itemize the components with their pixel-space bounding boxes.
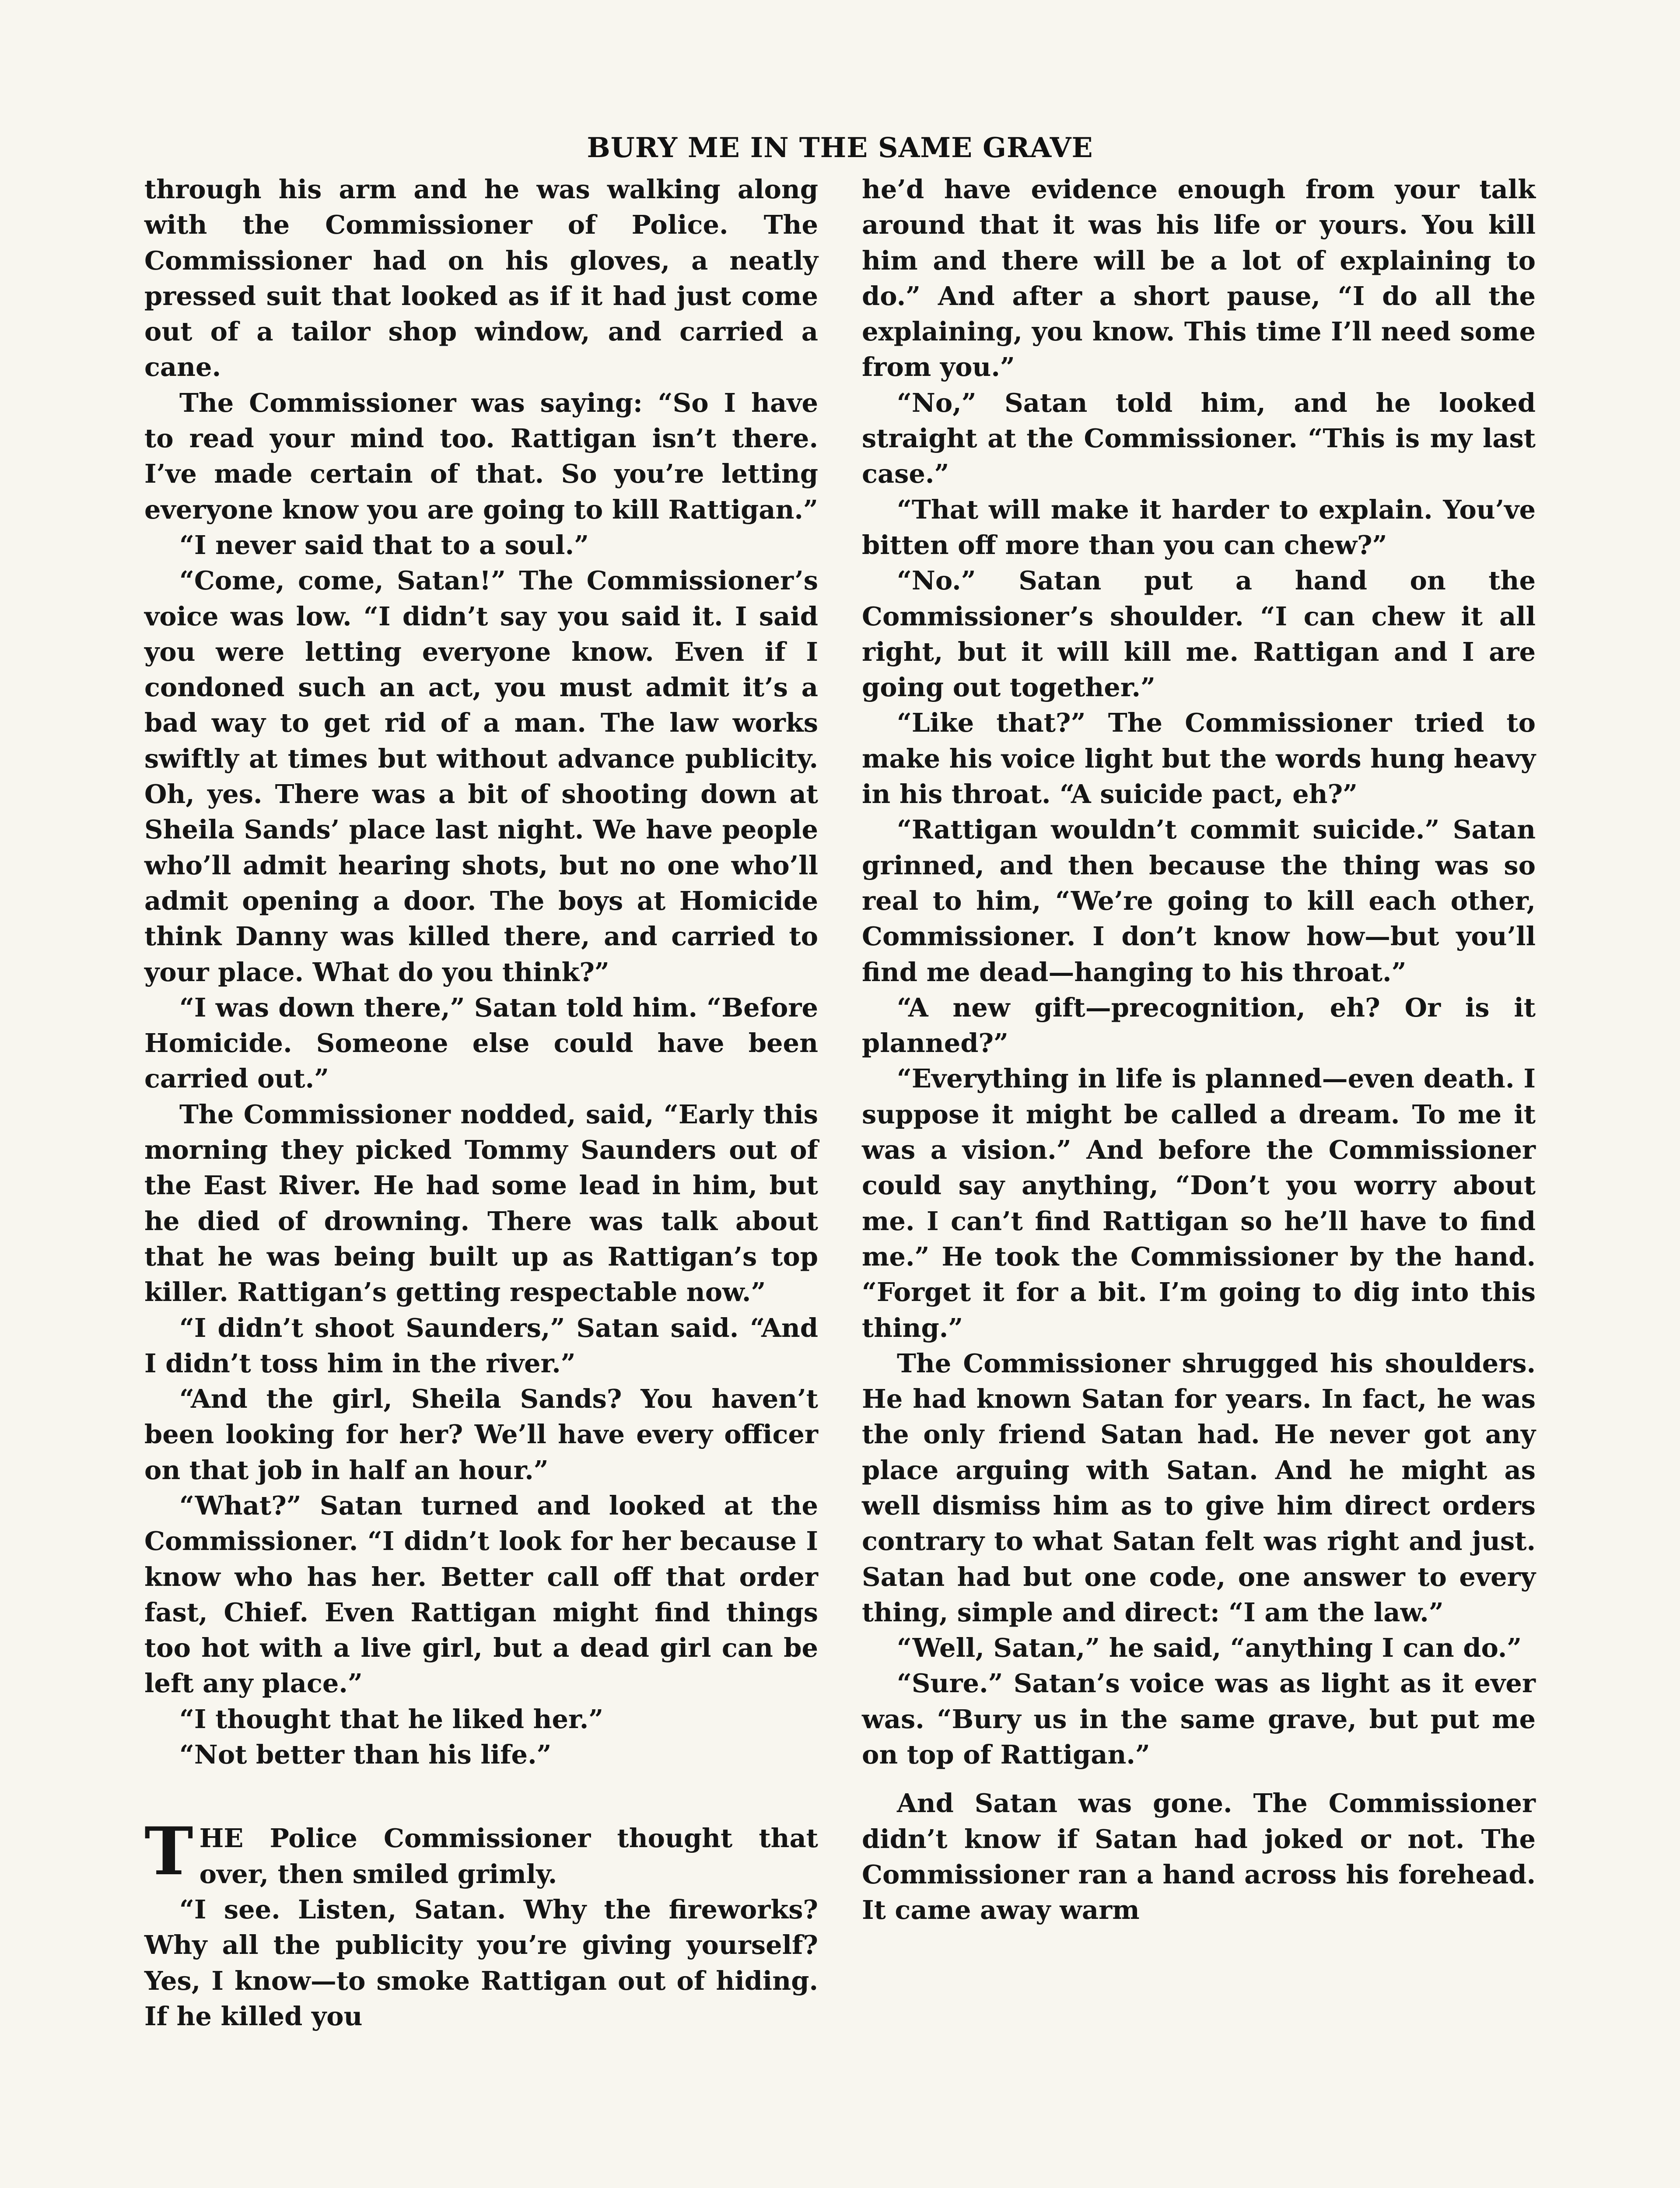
dropcap-paragraph-text: HE Police Commissioner thought that over, then smiled grimly.	[199, 1823, 818, 1889]
paragraph: The Commissioner was saying: “So I have to read your mind too. Rattigan isn’t there. I’ve made certain of that. So you’re letting everyone know you are going to kill Rattigan.”	[144, 387, 818, 525]
left-column	[144, 172, 818, 2034]
paragraph: “Everything in life is planned—even death. I suppose it might be called a dream. To me it was a vision.” And before the Commissioner could say anything, “Don’t you worry about me. I can’t find Rattigan so he’ll have to find me.” He took the Commissioner by the hand. “Forget it for a bit. I’m going to dig into this thing.”	[862, 1063, 1536, 1343]
right-column	[862, 172, 1536, 1928]
paragraph: “A new gift—precognition, eh? Or is it planned?”	[862, 992, 1536, 1059]
paragraph: through his arm and he was walking along with the Commissioner of Police. The Commissioner had on his gloves, a neatly pressed suit that looked as if it had just come out of a tailor shop window, and carried a cane.	[144, 174, 818, 382]
paragraph: “I was down there,” Satan told him. “Before Homicide. Someone else could have been carried out.”	[144, 992, 818, 1094]
paragraph: “Well, Satan,” he said, “anything I can do.”	[897, 1633, 1522, 1663]
paragraph: “I didn’t shoot Saunders,” Satan said. “And I didn’t toss him in the river.”	[144, 1312, 818, 1378]
paragraph: “Not better than his life.”	[179, 1739, 552, 1770]
paragraph: “I see. Listen, Satan. Why the fireworks? Why all the publicity you’re giving yourself? Yes, I know—to smoke Rattigan out of hiding. If he killed you	[144, 1894, 818, 2031]
paragraph: “That will make it harder to explain. You’ve bitten off more than you can chew?”	[862, 494, 1536, 560]
paragraph: “No,” Satan told him, and he looked straight at the Commissioner. “This is my last case.”	[862, 387, 1536, 489]
dropcap-paragraph	[144, 1813, 818, 1892]
paragraph: “Rattigan wouldn’t commit suicide.” Satan grinned, and then because the thing was so real to him, “We’re going to kill each other, Commissioner. I don’t know how—but you’ll find me dead—hanging to his throat.”	[862, 814, 1536, 987]
paragraph: “Come, come, Satan!” The Commissioner’s voice was low. “I didn’t say you said it. I said you were letting everyone know. Even if I condoned such an act, you must admit it’s a bad way to get rid of a man. The law works swiftly at times but without advance publicity. Oh, yes. There was a bit of shooting down at Sheila Sands’ place last night. We have people who’ll admit hearing shots, but no one who’ll admit opening a door. The boys at Homicide think Danny was killed there, and carried to your place. What do you think?”	[144, 565, 818, 987]
paragraph: “What?” Satan turned and looked at the Commissioner. “I didn’t look for her because I know who has her. Better call off that order fast, Chief. Even Rattigan might find things too hot with a live girl, but a dead girl can be left any place.”	[144, 1490, 818, 1699]
paragraph: And Satan was gone. The Commissioner didn’t know if Satan had joked or not. The Commissioner ran a hand across his forehead. It came away warm	[862, 1788, 1536, 1925]
paragraph: “I thought that he liked her.”	[179, 1704, 604, 1734]
dropcap-letter: T	[144, 1813, 193, 1890]
paragraph: “And the girl, Sheila Sands? You haven’t been looking for her? We’ll have every officer on that job in half an hour.”	[144, 1384, 818, 1485]
paragraph: “I never said that to a soul.”	[179, 529, 589, 560]
paragraph: “Sure.” Satan’s voice was as light as it ever was. “Bury us in the same grave, but put me on top of Rattigan.”	[862, 1668, 1536, 1770]
paragraph: The Commissioner nodded, said, “Early this morning they picked Tommy Saunders out of the East River. He had some lead in him, but he died of drowning. There was talk about that he was being built up as Rattigan’s top killer. Rattigan’s getting respectable now.”	[144, 1099, 818, 1308]
paragraph: “Like that?” The Commissioner tried to make his voice light but the words hung heavy in his throat. “A suicide pact, eh?”	[862, 708, 1536, 810]
paragraph: “No.” Satan put a hand on the Commissioner’s shoulder. “I can chew it all right, but it will kill me. Rattigan and I are going out together.”	[862, 565, 1536, 703]
paragraph: he’d have evidence enough from your talk around that it was his life or yours. You kill him and there will be a lot of explaining to do.” And after a short pause, “I do all the explaining, you know. This time I’ll need some from you.”	[862, 174, 1536, 382]
page-title: BURY ME IN THE SAME GRAVE	[587, 131, 1093, 164]
paragraph: The Commissioner shrugged his shoulders. He had known Satan for years. In fact, he was the only friend Satan had. He never got any place arguing with Satan. And he might as well dismiss him as to give him direct orders contrary to what Satan felt was right and just. Satan had but one code, one answer to every thing, simple and direct: “I am the law.”	[862, 1348, 1536, 1627]
